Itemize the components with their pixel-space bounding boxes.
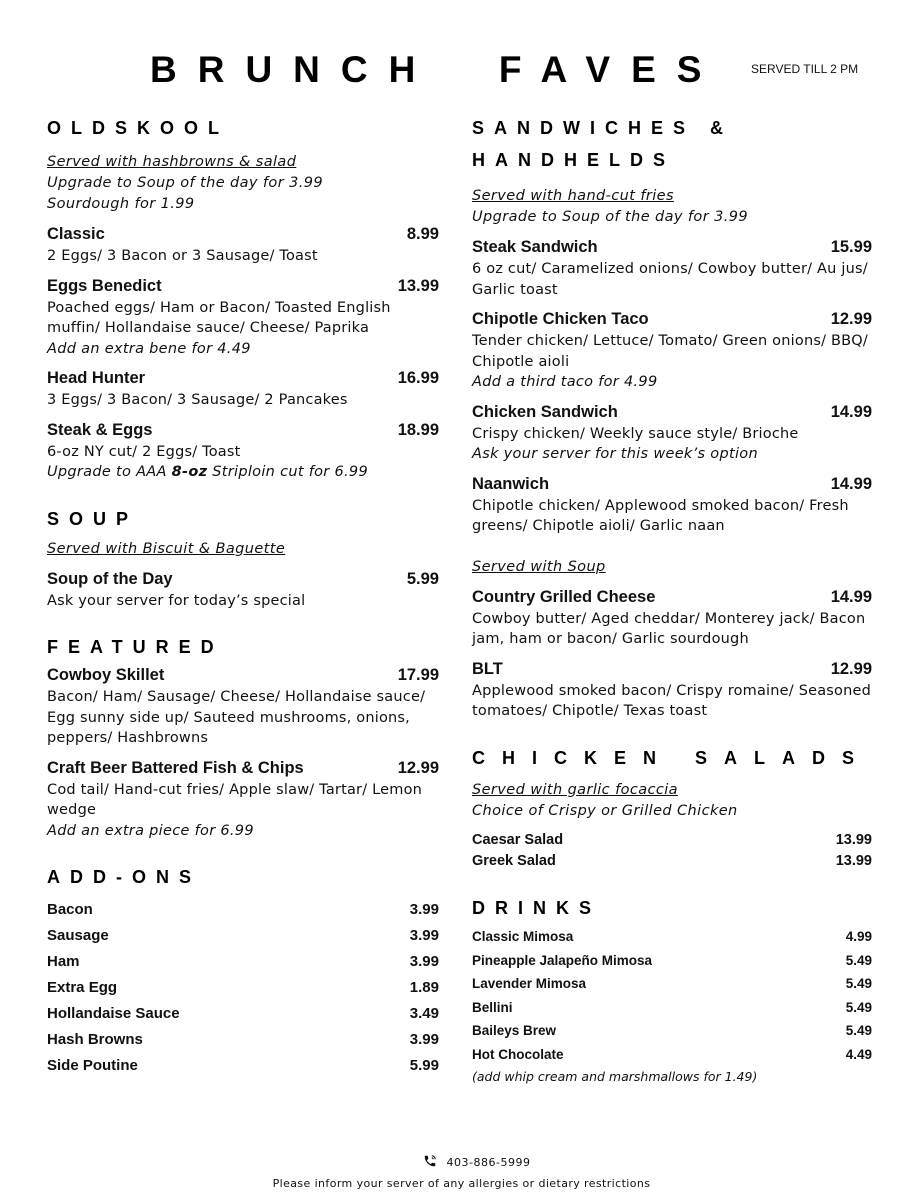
- item-description: 3 Eggs/ 3 Bacon/ 3 Sausage/ 2 Pancakes: [47, 392, 348, 408]
- drink-price: 5.49: [845, 976, 872, 992]
- item-description: Bacon/ Ham/ Sausage/ Cheese/ Hollandaise sauce/ Egg sunny side up/ Sauteed mushrooms, onions, peppers/ Hashbrowns: [47, 689, 426, 746]
- item-name: Soup of the Day: [47, 569, 173, 588]
- addons-section: [47, 861, 439, 1079]
- item-price: 13.99: [397, 276, 439, 295]
- item-description: Poached eggs/ Ham or Bacon/ Toasted English muffin/ Hollandaise sauce/ Cheese/ Paprika: [47, 299, 391, 336]
- menu-item-steak-sandwich: [472, 235, 872, 300]
- sandwiches-note-served: Served with hand-cut fries: [472, 188, 674, 204]
- footer: [0, 1154, 923, 1190]
- item-description: 6-oz NY cut/ 2 Eggs/ Toast: [47, 443, 241, 460]
- salads-note-choice: Choice of Crispy or Grilled Chicken: [472, 802, 738, 819]
- item-description: Crispy chicken/ Weekly sauce style/ Brioche: [472, 425, 799, 442]
- drink-item: [472, 1043, 872, 1067]
- drink-item: [472, 996, 872, 1020]
- drink-name: Baileys Brew: [472, 1023, 557, 1039]
- extra-text-bold: 8-oz: [171, 464, 208, 480]
- menu-title: BRUNCH FAVES: [150, 49, 723, 90]
- oldskool-section: [47, 112, 439, 483]
- oldskool-note-served: Served with hashbrowns & salad: [47, 154, 297, 170]
- salad-item: [472, 851, 872, 872]
- drink-name: Pineapple Jalapeño Mimosa: [472, 952, 653, 968]
- addons-heading: ADD-ONS: [47, 867, 201, 887]
- addon-item: [47, 949, 439, 975]
- menu-item-chicken-sandwich: [472, 400, 872, 465]
- drink-name: Hot Chocolate: [472, 1046, 564, 1062]
- allergy-notice: Please inform your server of any allergies or dietary restrictions: [272, 1177, 651, 1190]
- item-name: Classic: [47, 225, 105, 243]
- chicken-salads-section: [472, 742, 872, 872]
- item-extra: Add a third taco for 4.99: [472, 374, 658, 390]
- item-price: 14.99: [830, 402, 872, 421]
- item-extra: [47, 462, 439, 483]
- item-name: Country Grilled Cheese: [472, 587, 656, 606]
- addon-name: Ham: [47, 953, 80, 970]
- addon-price: 5.99: [409, 1057, 439, 1074]
- item-price: 15.99: [830, 238, 872, 256]
- drink-name: Bellini: [472, 999, 513, 1015]
- item-description: 6 oz cut/ Caramelized onions/ Cowboy butter/ Au jus/ Garlic toast: [472, 261, 868, 298]
- addon-name: Hash Browns: [47, 1031, 143, 1048]
- item-price: 8.99: [406, 225, 439, 243]
- addon-price: 3.99: [409, 953, 439, 970]
- item-name: Steak & Eggs: [47, 420, 153, 439]
- item-price: 17.99: [397, 666, 439, 684]
- drink-item: [472, 949, 872, 973]
- drink-name: Lavender Mimosa: [472, 976, 587, 992]
- addon-price: 1.89: [409, 979, 439, 996]
- drinks-section: [472, 892, 872, 1084]
- addon-name: Bacon: [47, 901, 93, 918]
- item-description: Ask your server for today’s special: [47, 592, 306, 609]
- menu-item-eggs-benedict: [47, 274, 439, 360]
- drink-price: 5.49: [845, 999, 872, 1015]
- oldskool-heading: OLDSKOOL: [47, 118, 229, 138]
- chicken-salads-heading: CHICKEN SALADS: [472, 747, 872, 768]
- drink-item: [472, 973, 872, 997]
- item-name: Naanwich: [472, 474, 550, 493]
- phone-icon: [423, 1154, 437, 1171]
- menu-item-chipotle-chicken-taco: [472, 307, 872, 393]
- item-name: Eggs Benedict: [47, 276, 162, 295]
- drinks-note: (add whip cream and marshmallows for 1.49): [472, 1068, 758, 1084]
- drink-price: 4.99: [845, 929, 872, 945]
- item-extra: Add an extra bene for 4.49: [47, 340, 251, 357]
- salad-item: [472, 830, 872, 851]
- addon-item: [47, 975, 439, 1001]
- item-extra: Add an extra piece for 6.99: [47, 822, 254, 839]
- addon-name: Side Poutine: [47, 1057, 138, 1074]
- addon-price: 3.99: [409, 1031, 439, 1048]
- item-description: Chipotle chicken/ Applewood smoked bacon/ Fresh greens/ Chipotle aioli/ Garlic naan: [472, 497, 849, 534]
- drink-item: [472, 926, 872, 950]
- addon-price: 3.99: [409, 901, 439, 918]
- item-price: 18.99: [397, 420, 439, 439]
- featured-heading: FEATURED: [47, 637, 224, 657]
- oldskool-note-upgrade: Upgrade to Soup of the day for 3.99: [47, 175, 323, 191]
- item-description: Tender chicken/ Lettuce/ Tomato/ Green onions/ BBQ/ Chipotle aioli: [472, 333, 868, 370]
- served-till-note: SERVED TILL 2 PM: [751, 62, 859, 76]
- featured-section: [47, 631, 439, 841]
- item-description: 2 Eggs/ 3 Bacon or 3 Sausage/ Toast: [47, 248, 318, 264]
- soup-section: [47, 503, 439, 612]
- addon-item: [47, 1001, 439, 1027]
- phone-number: 403-886-5999: [446, 1156, 531, 1169]
- item-extra: Ask your server for this week’s option: [472, 446, 758, 462]
- sandwiches-heading-line2: HANDHELDS: [472, 150, 676, 170]
- soup-note: Served with Biscuit & Baguette: [47, 540, 286, 557]
- addon-price: 3.99: [409, 927, 439, 944]
- drink-price: 4.49: [845, 1046, 872, 1062]
- sandwiches-heading-line1: SANDWICHES &: [472, 118, 734, 138]
- salad-price: 13.99: [835, 831, 872, 848]
- menu-item-blt: [472, 657, 872, 722]
- menu-item-steak-eggs: [47, 418, 439, 483]
- addon-name: Sausage: [47, 927, 109, 944]
- item-price: 12.99: [830, 310, 872, 328]
- item-description: Cod tail/ Hand-cut fries/ Apple slaw/ Tartar/ Lemon wedge: [47, 781, 423, 818]
- drink-item: [472, 1020, 872, 1044]
- salads-note-served: Served with garlic focaccia: [472, 781, 678, 798]
- extra-text-pre: Upgrade to AAA: [47, 464, 172, 480]
- item-name: Cowboy Skillet: [47, 666, 165, 684]
- item-name: Chicken Sandwich: [472, 402, 618, 421]
- item-price: 12.99: [397, 758, 439, 777]
- extra-text-post: Striploin cut for 6.99: [207, 464, 368, 480]
- addon-name: Extra Egg: [47, 979, 118, 996]
- drinks-heading: DRINKS: [472, 897, 602, 918]
- addon-item: [47, 1053, 439, 1079]
- right-column: [472, 112, 872, 1084]
- sandwiches-section: [472, 112, 872, 722]
- addon-item: [47, 1027, 439, 1053]
- phone-line: [30, 1154, 923, 1171]
- drink-price: 5.49: [845, 952, 872, 968]
- addon-name: Hollandaise Sauce: [47, 1005, 180, 1022]
- item-price: 14.99: [830, 474, 872, 493]
- item-description: Applewood smoked bacon/ Crispy romaine/ Seasoned tomatoes/ Chipotle/ Texas toast: [472, 682, 872, 719]
- left-column: [47, 112, 439, 1079]
- item-name: Chipotle Chicken Taco: [472, 310, 649, 328]
- item-name: BLT: [472, 659, 503, 678]
- addon-price: 3.49: [409, 1005, 439, 1022]
- sandwiches-note-upgrade: Upgrade to Soup of the day for 3.99: [472, 209, 748, 225]
- drink-name: Classic Mimosa: [472, 929, 574, 945]
- addon-item: [47, 897, 439, 923]
- menu-item-soup-of-the-day: [47, 567, 439, 612]
- item-name: Craft Beer Battered Fish & Chips: [47, 758, 304, 777]
- salad-name: Caesar Salad: [472, 831, 564, 848]
- item-price: 14.99: [830, 587, 872, 606]
- menu-item-cowboy-skillet: [47, 663, 439, 749]
- menu-item-head-hunter: [47, 366, 439, 411]
- menu-item-classic: [47, 222, 439, 267]
- oldskool-note-sourdough: Sourdough for 1.99: [47, 196, 195, 212]
- drink-price: 5.49: [845, 1023, 872, 1039]
- sandwiches-note-soup: Served with Soup: [472, 558, 606, 575]
- salad-price: 13.99: [835, 852, 872, 869]
- soup-heading: SOUP: [47, 508, 139, 529]
- item-price: 12.99: [830, 659, 872, 678]
- menu-item-country-grilled-cheese: [472, 585, 872, 650]
- salad-name: Greek Salad: [472, 852, 556, 869]
- item-name: Head Hunter: [47, 369, 146, 387]
- item-description: Cowboy butter/ Aged cheddar/ Monterey jack/ Bacon jam, ham or bacon/ Garlic sourdough: [472, 610, 866, 647]
- item-price: 16.99: [397, 369, 439, 387]
- menu-item-naanwich: [472, 472, 872, 537]
- item-name: Steak Sandwich: [472, 238, 598, 256]
- item-price: 5.99: [406, 569, 439, 588]
- menu-item-fish-chips: [47, 756, 439, 842]
- addon-item: [47, 923, 439, 949]
